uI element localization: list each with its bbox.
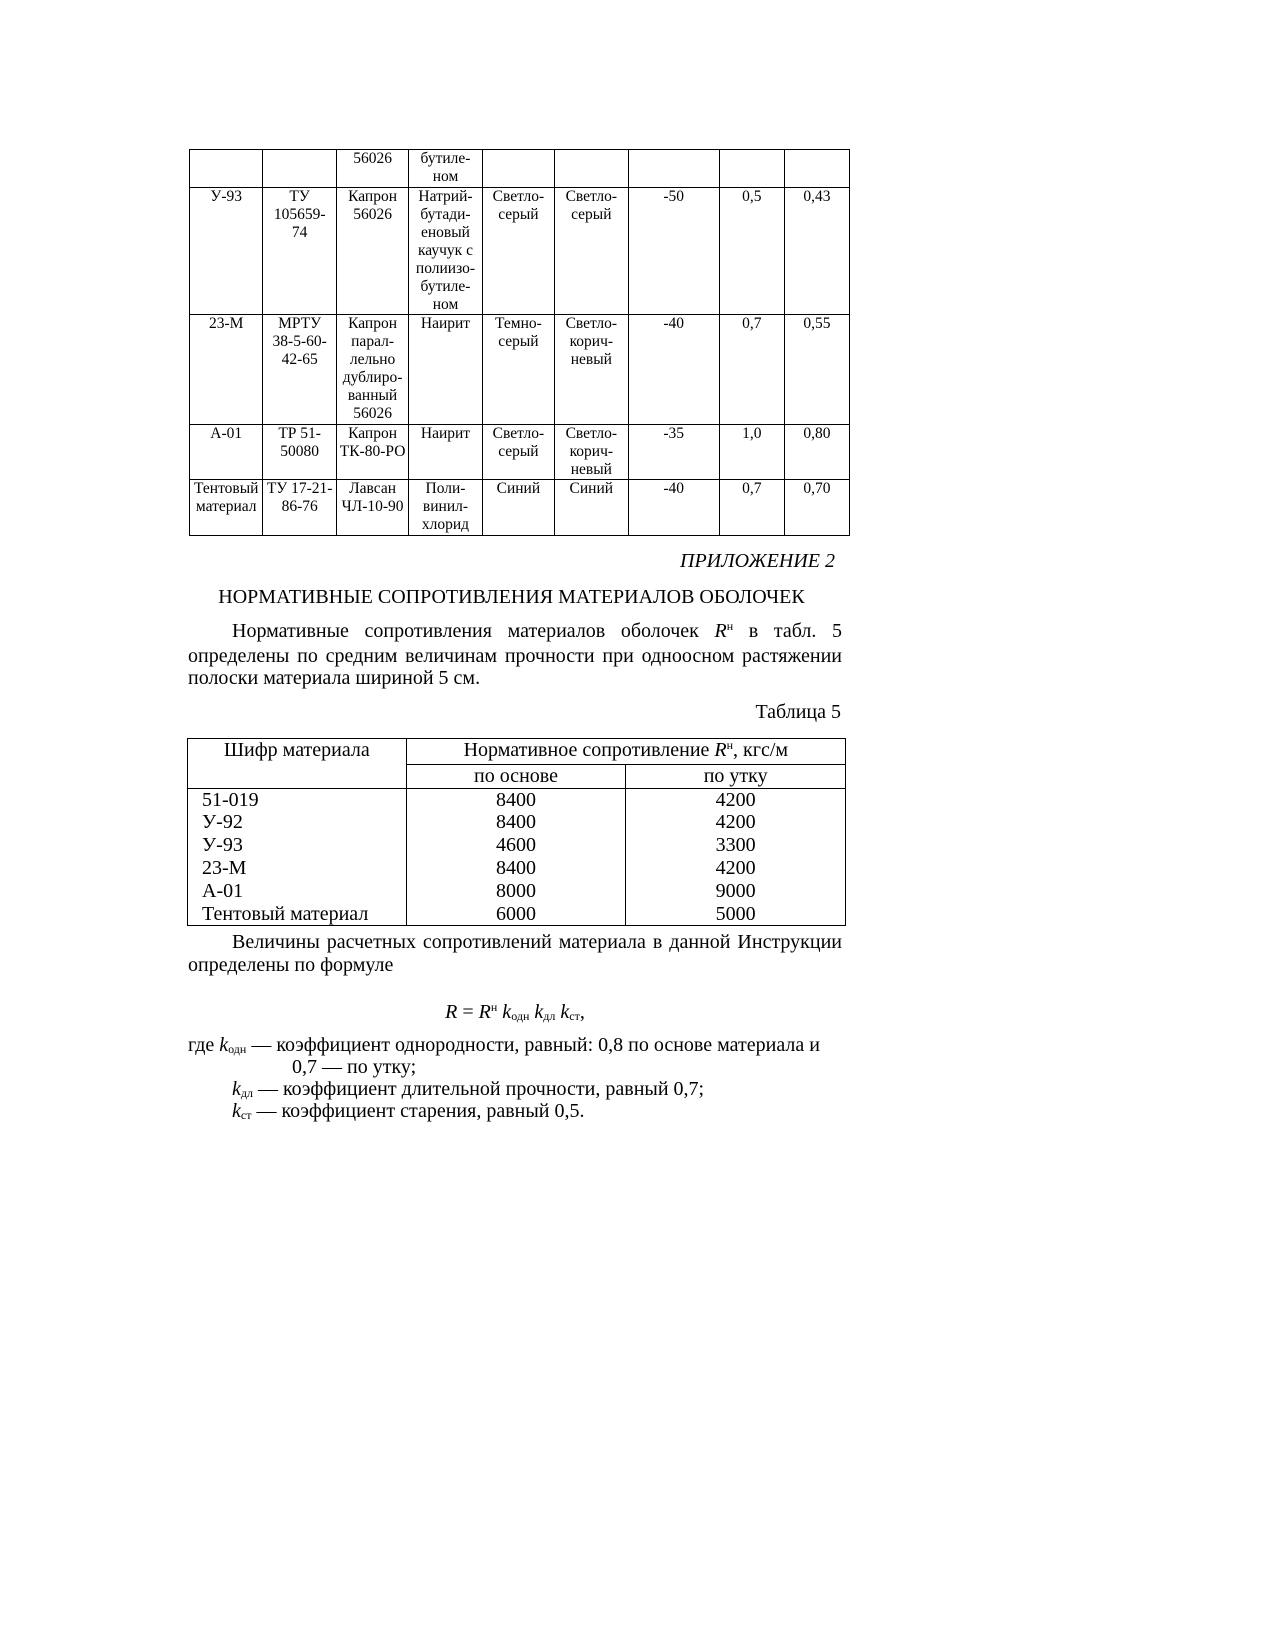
cell-weft: 9000 xyxy=(626,880,846,903)
section-title: НОРМАТИВНЫЕ СОПРОТИВЛЕНИЯ МАТЕРИАЛОВ ОБОЛОЧЕК xyxy=(218,586,805,608)
table-cell xyxy=(482,150,554,188)
cell-material: У-93 xyxy=(188,834,407,857)
cell-weft: 3300 xyxy=(626,834,846,857)
cell-warp: 8400 xyxy=(406,811,626,834)
table-cell: Светло- серый xyxy=(482,188,554,315)
table-cell: А-01 xyxy=(190,425,263,480)
table-row xyxy=(188,834,846,857)
table-cell: 23-М xyxy=(190,315,263,425)
table-cell: ТР 51- 50080 xyxy=(263,425,336,480)
cell-material: Тентовый материал xyxy=(188,903,407,926)
table-cell: бутиле- ном xyxy=(409,150,482,188)
cell-warp: 8000 xyxy=(406,880,626,903)
where-k-odn-continuation: 0,7 — по утку; xyxy=(292,1056,417,1078)
intro-paragraph: Нормативные сопротивления материалов оболочек $R^н$ в табл. 5 определены по средним величинам прочности при одноосном растяжении полоски материала шириной 5 см. xyxy=(188,619,843,689)
formula: $R = R^н$ $k_{одн}$ $k_{дл}$ $k_{ст}$, xyxy=(445,1000,585,1023)
table-cell: Капрон парал- лельно дублиро- ванный 56026 xyxy=(336,315,408,425)
header-weft: по утку xyxy=(626,764,846,788)
table-cell: Капрон 56026 xyxy=(336,188,408,315)
table-cell: Светло- серый xyxy=(555,188,628,315)
table-cell: 56026 xyxy=(336,150,408,188)
cell-material: 23-М xyxy=(188,857,407,880)
table-cell: -40 xyxy=(628,315,719,425)
cell-material: 51-019 xyxy=(188,788,407,811)
table-cell: -50 xyxy=(628,188,719,315)
table-cell: 0,80 xyxy=(784,425,849,480)
table-row xyxy=(190,150,850,188)
table-cell: ТУ 17-21- 86-76 xyxy=(263,480,336,536)
header-material: Шифр материала xyxy=(188,739,407,789)
table-cell: МРТУ 38-5-60- 42-65 xyxy=(263,315,336,425)
table-cell: Светло- корич- невый xyxy=(555,315,628,425)
normative-resistance-table xyxy=(187,738,846,926)
table-row xyxy=(190,315,850,425)
table-cell: 0,43 xyxy=(784,188,849,315)
table-row xyxy=(188,903,846,926)
cell-weft: 4200 xyxy=(626,811,846,834)
cell-warp: 4600 xyxy=(406,834,626,857)
table-cell: 1,0 xyxy=(719,425,784,480)
table-row xyxy=(190,188,850,315)
table-caption: Таблица 5 xyxy=(755,701,841,723)
table-cell: 0,7 xyxy=(719,480,784,536)
cell-material: У-92 xyxy=(188,811,407,834)
materials-table-continuation xyxy=(189,149,850,536)
table-row xyxy=(188,811,846,834)
table-row xyxy=(188,788,846,811)
cell-weft: 4200 xyxy=(626,857,846,880)
table-cell: 0,55 xyxy=(784,315,849,425)
table-row xyxy=(190,480,850,536)
table-cell: -40 xyxy=(628,480,719,536)
table-cell xyxy=(719,150,784,188)
table-cell: 0,5 xyxy=(719,188,784,315)
table-cell xyxy=(784,150,849,188)
table-cell: Натрий- бутади- eновый каучук с полиизо- бутиле- ном xyxy=(409,188,482,315)
table-cell: -35 xyxy=(628,425,719,480)
table-cell: Капрон ТК-80-РО xyxy=(336,425,408,480)
table-cell: ТУ 105659- 74 xyxy=(263,188,336,315)
table-row xyxy=(188,857,846,880)
header-warp: по основе xyxy=(406,764,626,788)
cell-weft: 5000 xyxy=(626,903,846,926)
table-cell: Синий xyxy=(555,480,628,536)
table-cell: 0,7 xyxy=(719,315,784,425)
table-row xyxy=(190,425,850,480)
table-cell xyxy=(628,150,719,188)
table-cell: Поли- винил- хлорид xyxy=(409,480,482,536)
table-cell xyxy=(190,150,263,188)
table-cell: У-93 xyxy=(190,188,263,315)
design-resistance-paragraph: Величины расчетных сопротивлений материала в данной Инструкции определены по формуле xyxy=(188,931,842,976)
cell-material: А-01 xyxy=(188,880,407,903)
header-normative: Нормативное сопротивление $R^н$, кгс/м xyxy=(406,739,845,765)
table-cell: Светло- корич- невый xyxy=(555,425,628,480)
table-row xyxy=(188,880,846,903)
table-cell: Светло- серый xyxy=(482,425,554,480)
where-k-odn: где $k_{одн}$ — коэффициент однородности, равный: 0,8 по основе материала и xyxy=(188,1034,820,1056)
cell-warp: 8400 xyxy=(406,857,626,880)
table-cell: 0,70 xyxy=(784,480,849,536)
table-cell: Наирит xyxy=(409,425,482,480)
cell-weft: 4200 xyxy=(626,788,846,811)
table-cell xyxy=(555,150,628,188)
table-cell: Тентовый материал xyxy=(190,480,263,536)
cell-warp: 8400 xyxy=(406,788,626,811)
where-k-st: $k_{ст}$ — коэффициент старения, равный 0,5. xyxy=(232,1100,585,1122)
table-cell: Наирит xyxy=(409,315,482,425)
table-cell: Лавсан ЧЛ-10-90 xyxy=(336,480,408,536)
cell-warp: 6000 xyxy=(406,903,626,926)
where-k-dl: $k_{дл}$ — коэффициент длительной прочности, равный 0,7; xyxy=(232,1078,705,1100)
appendix-label: ПРИЛОЖЕНИЕ 2 xyxy=(680,550,835,572)
table-cell: Синий xyxy=(482,480,554,536)
table-cell xyxy=(263,150,336,188)
table-cell: Темно- серый xyxy=(482,315,554,425)
